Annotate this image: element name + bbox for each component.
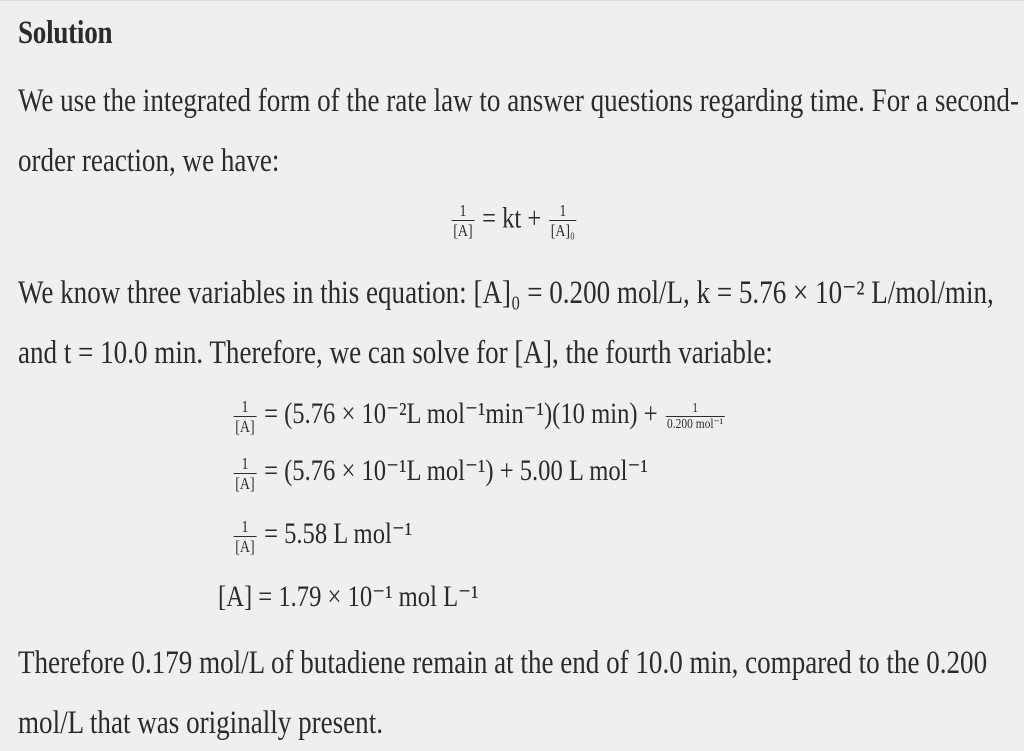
step-1-rhs: = (5.76 × 10⁻²L mol⁻¹min⁻¹)(10 min) + [257, 397, 664, 430]
rate-law-middle: = kt + [475, 201, 548, 235]
rhs-numerator: 1 [559, 201, 567, 220]
known-variables-paragraph [18, 263, 994, 383]
conclusion-line-2: mol/L that was originally present. [18, 705, 383, 741]
step-1-fraction [234, 397, 257, 436]
step-3-denominator: [A] [235, 536, 255, 556]
rhs-fraction [549, 201, 576, 240]
step-4-equation: [A] = 1.79 × 10⁻¹ mol L⁻¹ [218, 580, 479, 613]
step-3-fraction [234, 517, 257, 556]
intro-line-1: We use the integrated form of the rate law to answer questions regarding time. For a second- [18, 83, 1019, 119]
step-3-rhs: = 5.58 L mol⁻¹ [257, 517, 413, 550]
rhs-denominator: [A]₀ [550, 221, 575, 240]
step-1-tail-numerator: 1 [692, 400, 698, 416]
solution-heading: Solution [18, 15, 113, 51]
step-1-denominator: [A] [235, 416, 255, 436]
conclusion-paragraph [18, 633, 987, 751]
intro-line-2: order reaction, we have: [18, 143, 280, 179]
step-3-equation [232, 516, 412, 556]
step-3-numerator: 1 [241, 516, 249, 536]
step-2-numerator: 1 [241, 453, 249, 473]
step-1-equation [232, 396, 726, 436]
conclusion-line-1: Therefore 0.179 mol/L of butadiene remain at the end of 10.0 min, compared to the 0.200 [18, 645, 988, 681]
lhs-fraction [452, 201, 475, 240]
step-1-numerator: 1 [241, 396, 249, 416]
step-1-tail-denominator: 0.200 mol⁻¹ [667, 416, 724, 432]
step-2-denominator: [A] [235, 473, 255, 493]
known-line-1: We know three variables in this equation: [A]₀ = 0.200 mol/L, k = 5.76 × 10⁻² L/mol/min, [18, 275, 994, 311]
rate-law-equation [450, 201, 578, 240]
known-line-2: and t = 10.0 min. Therefore, we can solve for [A], the fourth variable: [18, 335, 773, 371]
lhs-numerator: 1 [459, 201, 467, 220]
step-1-tail-fraction [665, 401, 724, 432]
intro-paragraph [18, 71, 1019, 191]
lhs-denominator: [A] [453, 221, 473, 240]
step-2-equation [232, 453, 648, 493]
step-2-rhs: = (5.76 × 10⁻¹L mol⁻¹) + 5.00 L mol⁻¹ [257, 454, 648, 487]
step-2-fraction [234, 454, 257, 493]
